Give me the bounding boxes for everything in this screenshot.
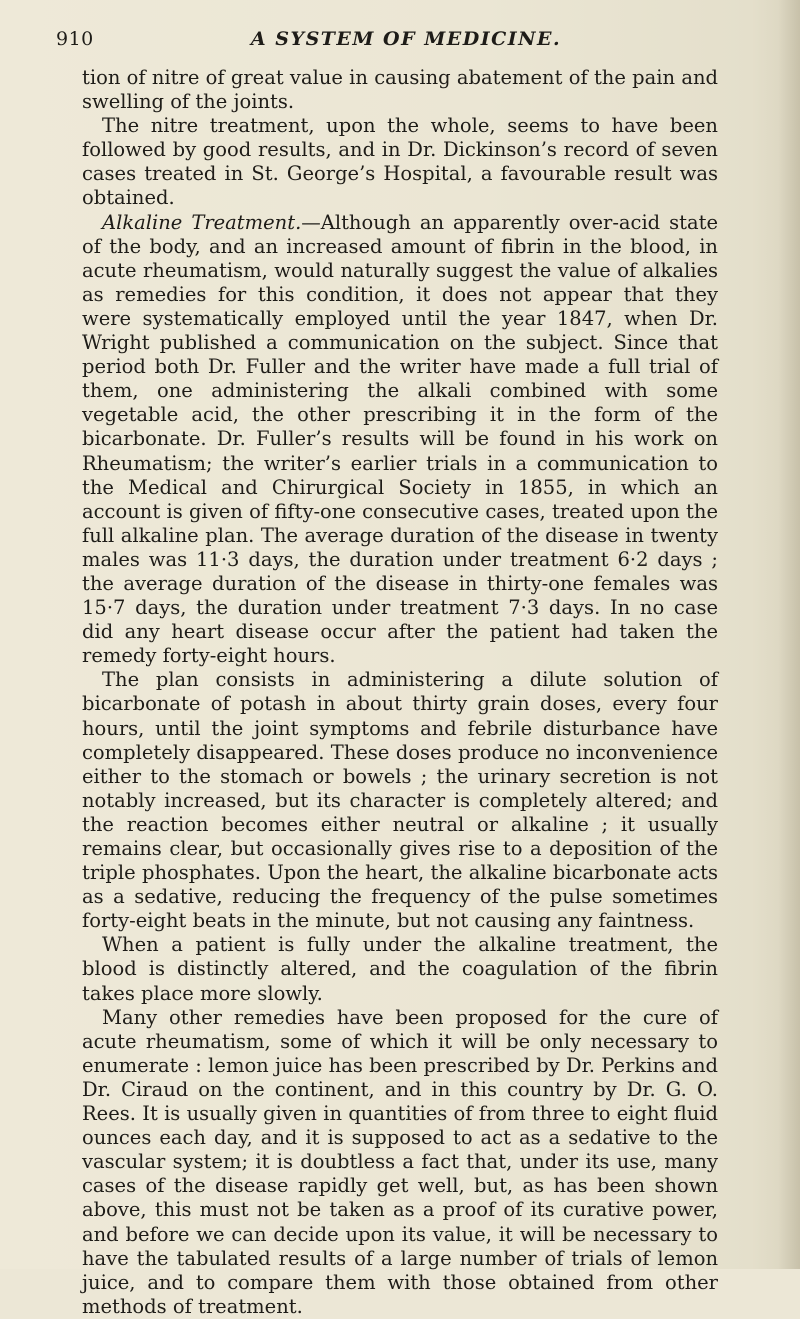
section-heading-alkaline: Alkaline Treatment. bbox=[102, 210, 302, 234]
paragraph-other-remedies: Many other remedies have been proposed for the cure of acute rheumatism, some of which it will be only necessary to enumerate : lemon juice has been prescribed by Dr. Perkins and Dr. Ciraud on the continent, and in this country by Dr. G. O. Rees. It is usually given in quantities of from three to eight fluid ounces each day, and it is supposed to act as a sedative to the vascular system; it is doubtless a fact that, under its use, many cases of the disease rapidly get well, but, as has been shown above, this must not be taken as a proof of its curative power, and before we can decide upon its value, it will be necessary to have the tabulated results of a large number of trials of lemon juice, and to compare them with those obtained from other methods of treatment. bbox=[82, 1005, 718, 1318]
running-head: A SYSTEM OF MEDICINE. bbox=[250, 28, 562, 50]
paragraph-alkaline-treatment bbox=[82, 211, 718, 669]
paragraph-plan: The plan consists in administering a dilute solution of bicarbonate of potash in about thirty grain doses, every four hours, until the joint symptoms and febrile disturbance have completely disappeared. These doses produce no inconvenience either to the stomach or bowels ; the urinary secretion is not notably increased, but its character is completely altered; and the reaction becomes either neutral or alkaline ; it usually remains clear, but occasionally gives rise to a deposition of the triple phosphates. Upon the heart, the alkaline bicarbonate acts as a sedative, reducing the frequency of the pulse sometimes forty-eight beats in the minute, but not causing any faintness. bbox=[82, 668, 718, 933]
paragraph-alkaline-text: —Although an apparently over-acid state of the body, and an increased amount of fibrin in the blood, in acute rheumatism, would naturally suggest the value of alkalies as remedies for this condition, it does not appear that they were systematically employed until the year 1847, when Dr. Wright published a communication on the subject. Since that period both Dr. Fuller and the writer have made a full trial of them, one administering the alkali combined with some vegetable acid, the other prescribing it in the form of the bicarbonate. Dr. Fuller’s results will be found in his work on Rheumatism; the writer’s earlier trials in a communication to the Medical and Chirurgical Society in 1855, in which an account is given of fifty-one consecutive cases, treated upon the full alkaline plan. The average duration of the disease in twenty males was 11·3 days, the duration under treatment 6·2 days ; the average duration of the disease in thirty-one females was 15·7 days, the duration under treatment 7·3 days. In no case did any heart disease occur after the patient had taken the remedy forty-eight hours. bbox=[82, 210, 718, 668]
page-edge-shadow bbox=[778, 0, 800, 1269]
paragraph-continuation: tion of nitre of great value in causing abatement of the pain and swelling of the joints. bbox=[82, 66, 718, 114]
paragraph-nitre-results: The nitre treatment, upon the whole, seems to have been followed by good results, and in Dr. Dickinson’s record of seven cases treated in St. George’s Hospital, a favourable result was obtained. bbox=[82, 114, 718, 210]
page-header bbox=[56, 28, 756, 54]
body-text bbox=[82, 66, 718, 1319]
page-number: 910 bbox=[56, 28, 94, 50]
paragraph-blood: When a patient is fully under the alkaline treatment, the blood is distinctly altered, and the coagulation of the fibrin takes place more slowly. bbox=[82, 933, 718, 1005]
